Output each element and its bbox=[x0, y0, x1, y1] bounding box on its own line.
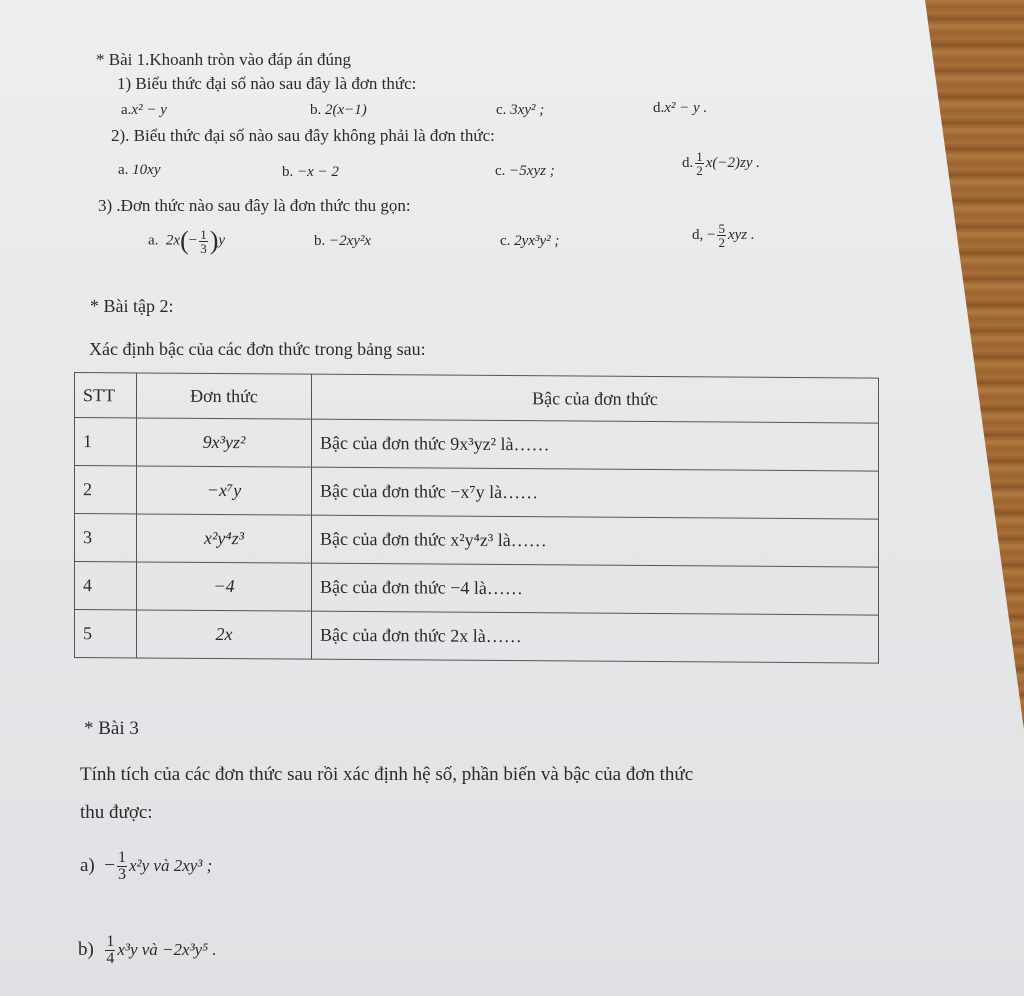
q1-option-c: c. 3xy² ; bbox=[496, 102, 545, 118]
row-degree-text: Bậc của đơn thức −x⁷y là…… bbox=[312, 467, 879, 519]
degree-table bbox=[74, 372, 879, 664]
header-don-thuc: Đơn thức bbox=[137, 373, 312, 419]
bai3-part-a: a) − $\frac{1}{3}$ x²y và 2xy³ ; bbox=[80, 849, 213, 883]
q2-option-a: a. 10xy bbox=[118, 162, 161, 178]
table-row bbox=[75, 562, 879, 616]
row-stt: 4 bbox=[75, 562, 137, 610]
row-monomial: 9x³yz² bbox=[137, 418, 312, 467]
row-monomial: −4 bbox=[137, 562, 312, 611]
bai2-heading: * Bài tập 2: bbox=[90, 296, 174, 316]
bai3-line1: Tính tích của các đơn thức sau rồi xác định hệ số, phần biến và bậc của đơn thức bbox=[80, 764, 694, 785]
table-row bbox=[75, 418, 879, 472]
q2-option-d: d. $\frac{1}{2}$ x(−2)zy . bbox=[682, 149, 761, 178]
q1-option-a: a.x² − y bbox=[121, 102, 167, 118]
row-stt: 3 bbox=[75, 514, 137, 562]
row-stt: 5 bbox=[75, 610, 137, 658]
row-degree-text: Bậc của đơn thức 2x là…… bbox=[312, 611, 879, 663]
q3-option-a: a. 2x(− $\frac{1}{3}$ )y bbox=[148, 226, 226, 256]
row-degree-text: Bậc của đơn thức 9x³yz² là…… bbox=[312, 419, 879, 471]
q3-option-d: d, − $\frac{5}{2}$ xyz . bbox=[692, 221, 755, 250]
q2-option-c: c. −5xyz ; bbox=[495, 163, 555, 179]
bai1-q2-text: 2). Biểu thức đại số nào sau đây không phải là đơn thức: bbox=[111, 126, 495, 145]
row-monomial: −x⁷y bbox=[137, 466, 312, 515]
row-monomial: 2x bbox=[137, 610, 312, 659]
q2-option-b: b. −x − 2 bbox=[282, 164, 339, 180]
table-header-row bbox=[75, 373, 879, 424]
bai1-heading: * Bài 1.Khoanh tròn vào đáp án đúng bbox=[96, 50, 351, 69]
row-monomial: x²y⁴z³ bbox=[137, 514, 312, 563]
bai1-q3-text: 3) .Đơn thức nào sau đây là đơn thức thu gọn: bbox=[98, 196, 411, 215]
table-row bbox=[75, 610, 879, 664]
q3-option-c: c. 2yx³y² ; bbox=[500, 233, 560, 249]
table-row bbox=[75, 466, 879, 520]
bai3-line2: thu được: bbox=[80, 802, 153, 823]
header-stt: STT bbox=[75, 373, 137, 418]
bai3-part-b: b) $\frac{1}{4}$ x³y và −2x³y⁵ . bbox=[78, 933, 217, 967]
header-bac: Bậc của đơn thức bbox=[312, 374, 879, 423]
q1-option-d: d.x² − y . bbox=[653, 100, 708, 116]
q1-option-b: b. 2(x−1) bbox=[310, 102, 367, 118]
row-stt: 2 bbox=[75, 466, 137, 514]
bai1-q1-text: 1) Biểu thức đại số nào sau đây là đơn thức: bbox=[117, 74, 417, 93]
q3-option-b: b. −2xy²x bbox=[314, 233, 372, 249]
bai3-heading: * Bài 3 bbox=[84, 718, 139, 739]
table-row bbox=[75, 514, 879, 568]
row-degree-text: Bậc của đơn thức −4 là…… bbox=[312, 563, 879, 615]
row-stt: 1 bbox=[75, 418, 137, 466]
bai2-instruction: Xác định bậc của các đơn thức trong bảng sau: bbox=[89, 339, 426, 359]
row-degree-text: Bậc của đơn thức x²y⁴z³ là…… bbox=[312, 515, 879, 567]
